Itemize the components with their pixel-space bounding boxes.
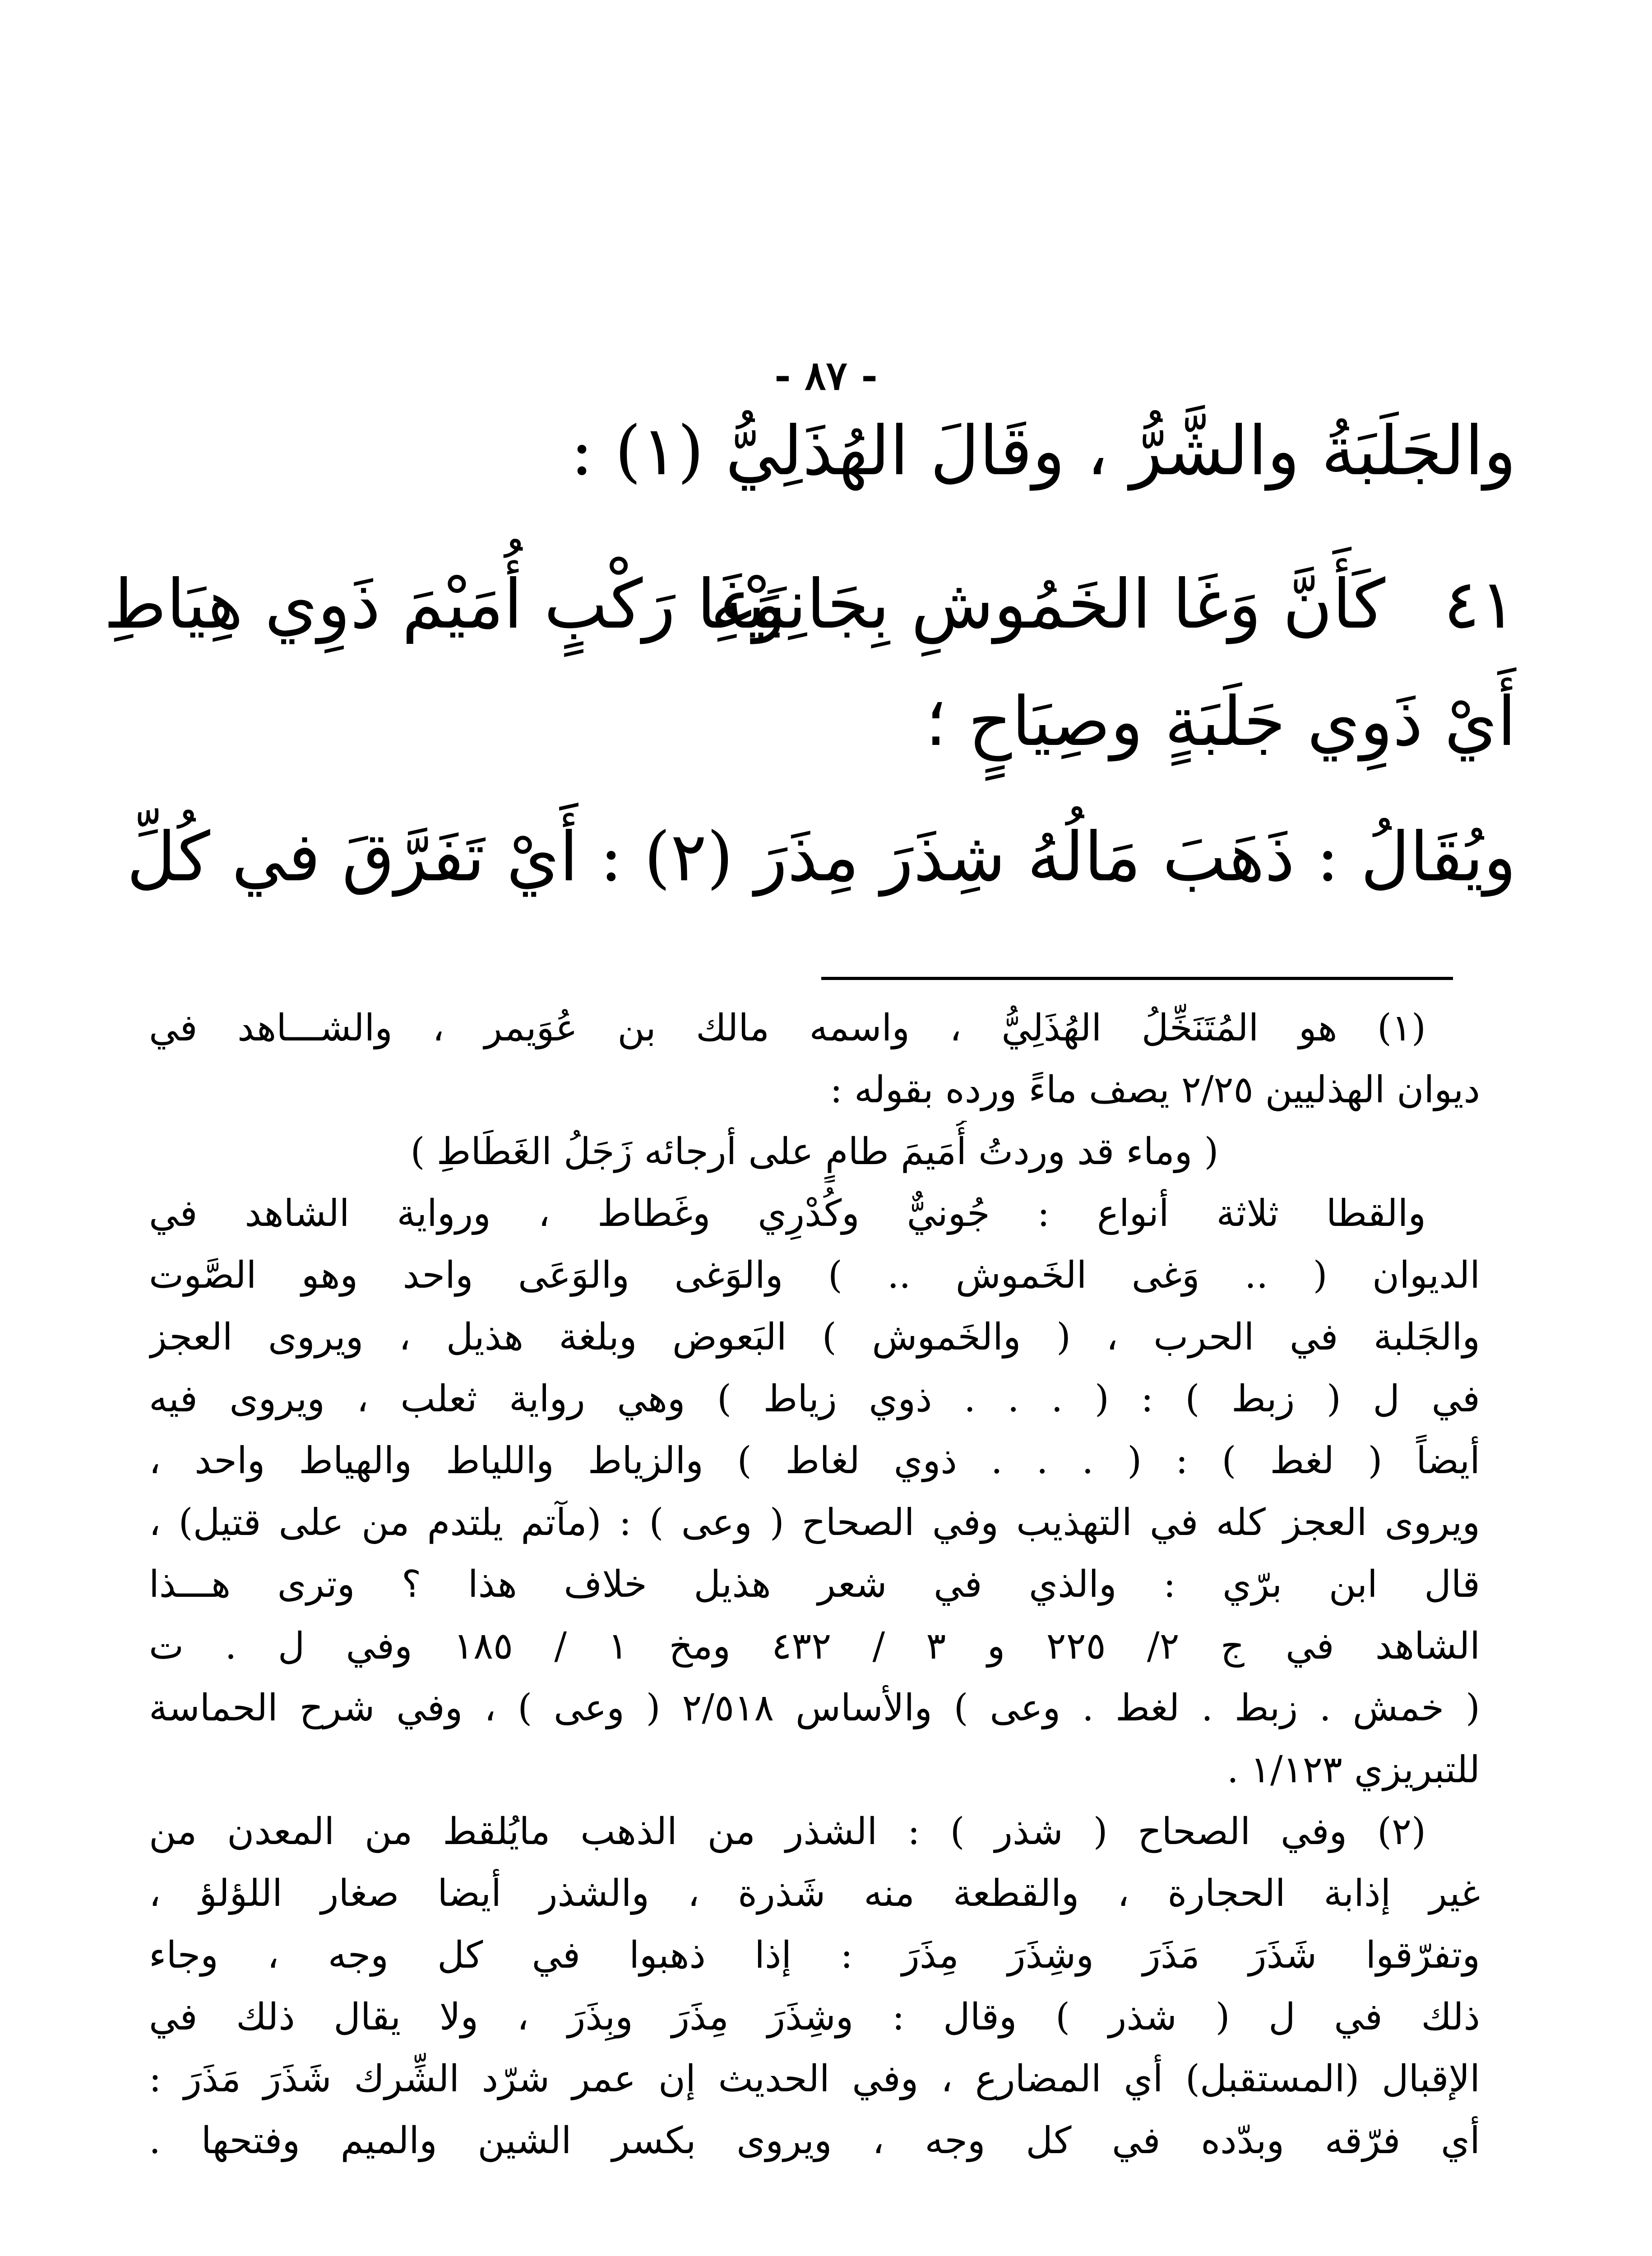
footnote-line: قال ابن برّي : والذي في شعر هذيل خلاف هذا ؟ وترى هـــذا	[149, 1563, 1480, 1606]
footnote-quoted-verse: ( وماء قد وردتُ أُمَيمَ طامٍ على أرجائه زَجَلُ الغَطَاطِ )	[410, 1130, 1219, 1173]
footnote-line: ( خمش . زبط . لغط . وعى ) والأساس ٢/٥١٨ ( وعى ) ، وفي شرح الحماسة	[149, 1687, 1480, 1729]
footnote-line: (٢) وفي الصحاح ( شذر ) : الشذر من الذهب مايُلقط من المعدن من	[149, 1810, 1426, 1853]
footnote-line: أي فرّقه وبدّده في كل وجه ، ويروى بكسر الشين والميم وفتحها .	[149, 2119, 1480, 2162]
main-text-line-3: أَيْ ذَوِي جَلَبَةٍ وصِيَاحٍ ؛	[925, 683, 1516, 761]
footnote-line: الإقبال (المستقبل) أي المضارع ، وفي الحديث إن عمر شرّد الشِّرك شَذَرَ مَذَرَ :	[149, 2057, 1480, 2100]
verse-second-hemistich: وَغَا رَكْبٍ أُمَيْمَ ذَوِي هِيَاطِ	[104, 565, 786, 644]
footnote-divider	[821, 977, 1453, 980]
footnote-line: وتفرّقوا شَذَرَ مَذَرَ وشِذَرَ مِذَرَ : إذا ذهبوا في كل وجه ، وجاء	[149, 1934, 1480, 1977]
footnote-line: الشاهد في ج ٢/ ٢٢٥ و ٣ / ٤٣٢ ومخ ١ / ١٨٥ وفي ل . ت	[149, 1625, 1480, 1668]
poetry-verse	[104, 555, 1516, 654]
footnote-line: (١) هو المُتَنَخِّلُ الهُذَلِيُّ ، واسمه مالك بن عُوَيمر ، والشـــاهد في	[149, 1007, 1426, 1049]
footnote-line: والجَلبة في الحرب ، ( والخَموش ) البَعوض وبلغة هذيل ، ويروى العجز	[149, 1316, 1480, 1359]
footnote-line: غير إذابة الحجارة ، والقطعة منه شَذرة ، والشذر أيضا صغار اللؤلؤ ،	[149, 1872, 1480, 1915]
main-text-line-4: ويُقَالُ : ذَهَبَ مَالُهُ شِذَرَ مِذَرَ (٢) : أَيْ تَفَرَّقَ في كُلِّ	[126, 818, 1516, 897]
footnote-line: الديوان ( .. وَغى الخَموش .. ) والوَغى والوَعَى واحد وهو الصَّوت	[149, 1254, 1480, 1297]
verse-first-hemistich: كَأَنَّ وَغَا الخَمُوشِ بِجَانِبَيْهِ	[710, 565, 1385, 644]
footnote-line: ذلك في ل ( شذر ) وقال : وشِذَرَ مِذَرَ وبِذَرَ ، ولا يقال ذلك في	[149, 1996, 1480, 2039]
footnote-line: والقطا ثلاثة أنواع : جُونيٌّ وكُدْرِي وغَطاط ، ورواية الشاهد في	[149, 1192, 1426, 1235]
footnote-line: ديوان الهذليين ٢/٢٥ يصف ماءً ورده بقوله :	[830, 1068, 1480, 1111]
page-number: - ٨٧ -	[774, 352, 878, 399]
footnote-line: للتبريزي ١/١٢٣ .	[1226, 1748, 1480, 1791]
footnote-line: ويروى العجز كله في التهذيب وفي الصحاح ( وعى ) : (مآتم يلتدم من على قتيل) ،	[149, 1501, 1480, 1544]
footnote-line: أيضاً ( لغط ) : ( . . . ذوي لغاط ) والزياط واللياط والهياط واحد ،	[149, 1439, 1480, 1482]
footnotes	[149, 997, 1480, 2172]
footnote-line: في ل ( زبط ) : ( . . . ذوي زياط ) وهي رواية ثعلب ، ويروى فيه	[149, 1378, 1480, 1420]
verse-number: ٤١	[1443, 565, 1516, 644]
main-text-line-1: والجَلَبَةُ والشَّرُّ ، وقَالَ الهُذَلِيُّ (١) :	[570, 412, 1516, 490]
